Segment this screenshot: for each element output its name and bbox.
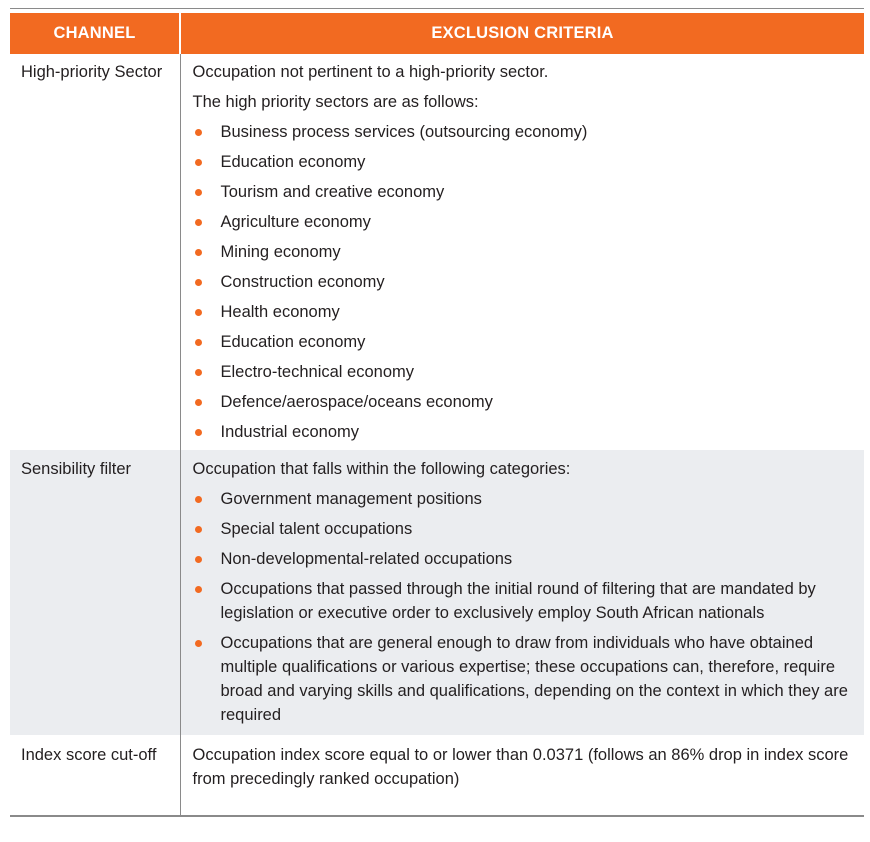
list-item-text: Occupations that passed through the initial round of filtering that are mandated by legislation or executive order to exclusively employ South African nationals [220,580,816,622]
bullet-icon [195,399,202,406]
list-item [193,517,855,541]
table-row-sensibility-filter [10,450,864,735]
criteria-cell [180,735,864,816]
list-item-text: Education economy [220,153,366,171]
criteria-cell [180,54,864,450]
list-item-text: Occupations that are general enough to draw from individuals who have obtained multiple qualifications or various expertise; these occupations can, therefore, require broad and varying skills and qualifications, depending on the context in which they are required [220,634,848,724]
bullet-icon [195,429,202,436]
bullet-icon [195,496,202,503]
bullet-icon [195,556,202,563]
bullet-icon [195,369,202,376]
list-item [193,577,855,625]
bullet-icon [195,219,202,226]
criteria-intro-text: Occupation index score equal to or lower than 0.0371 (follows an 86% drop in index score from precedingly ranked occupation) [192,746,849,788]
list-item [193,330,855,354]
list-item [193,487,855,511]
criteria-intro-text: Occupation not pertinent to a high-priority sector. [192,63,549,81]
table-row-index-score-cut-off [10,735,864,816]
list-item-text: Industrial economy [220,423,359,441]
list-item [193,300,855,324]
list-item-text: Construction economy [220,273,385,291]
column-header-channel: CHANNEL [10,13,180,54]
list-item-text: Tourism and creative economy [220,183,445,201]
list-item [193,180,855,204]
bullet-icon [195,129,202,136]
exclusion-criteria-table [10,13,864,817]
list-item-text: Government management positions [220,490,482,508]
list-item [193,150,855,174]
bullet-icon [195,279,202,286]
bullet-icon [195,586,202,593]
channel-cell: High-priority Sector [10,54,180,450]
bullet-icon [195,249,202,256]
list-item [193,120,855,144]
list-item [193,631,855,727]
bullet-icon [195,309,202,316]
table-row-high-priority-sector [10,54,864,450]
list-item-text: Health economy [220,303,340,321]
bullet-list [193,120,855,444]
list-item-text: Business process services (outsourcing economy) [220,123,588,141]
list-item [193,390,855,414]
list-item [193,420,855,444]
bullet-icon [195,339,202,346]
bullet-icon [195,640,202,647]
bullet-icon [195,526,202,533]
criteria-intro-text: The high priority sectors are as follows: [192,93,479,111]
list-item [193,270,855,294]
channel-cell: Sensibility filter [10,450,180,735]
list-item-text: Mining economy [220,243,341,261]
table-header-row [10,13,864,54]
column-header-exclusion-criteria: EXCLUSION CRITERIA [180,13,864,54]
criteria-cell [180,450,864,735]
channel-cell: Index score cut-off [10,735,180,816]
list-item [193,240,855,264]
bullet-icon [195,159,202,166]
list-item [193,210,855,234]
list-item-text: Special talent occupations [220,520,413,538]
list-item-text: Defence/aerospace/oceans economy [220,393,493,411]
list-item [193,360,855,384]
list-item-text: Agriculture economy [220,213,371,231]
list-item-text: Education economy [220,333,366,351]
top-rule [10,8,864,9]
criteria-intro-text: Occupation that falls within the following categories: [192,460,571,478]
list-item-text: Non-developmental-related occupations [220,550,513,568]
bullet-list [193,487,855,727]
list-item [193,547,855,571]
list-item-text: Electro-technical economy [220,363,415,381]
bullet-icon [195,189,202,196]
